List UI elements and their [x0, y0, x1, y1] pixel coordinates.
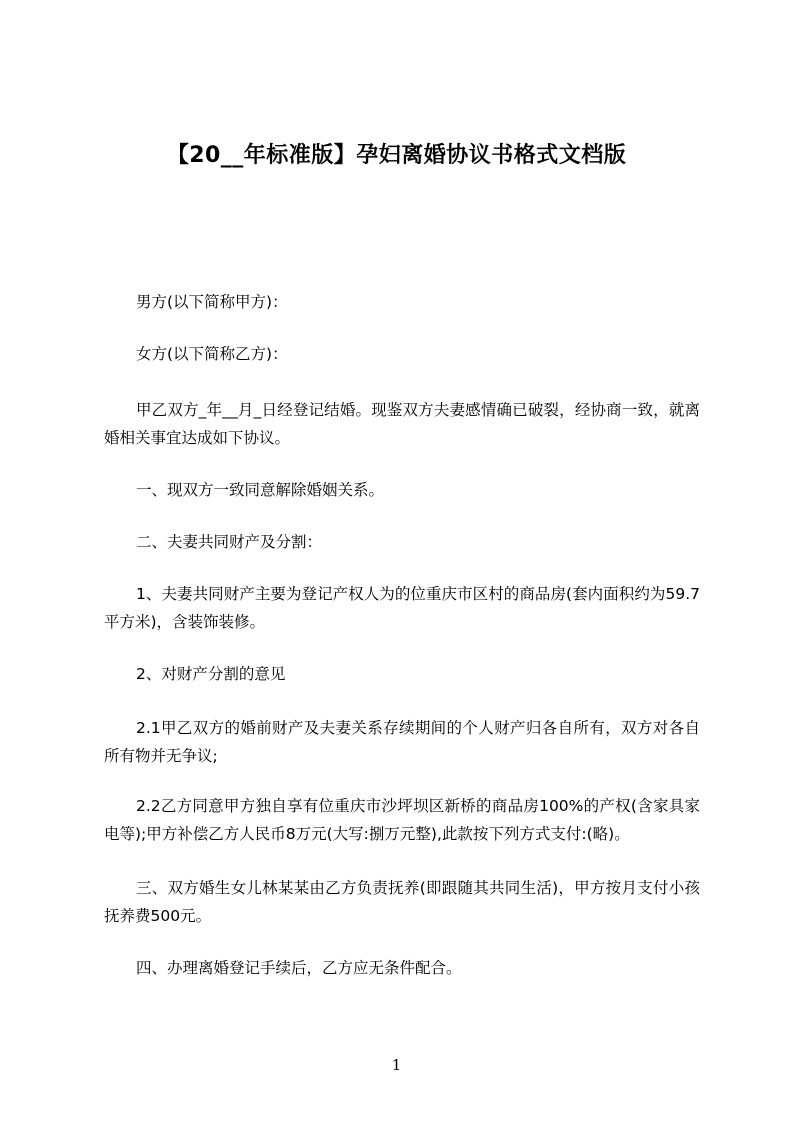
paragraph-clause-3: 三、双方婚生女儿林某某由乙方负责抚养(即跟随其共同生活)，甲方按月支付小孩抚养费500元。 [104, 879, 700, 925]
paragraph-husband: 男方(以下简称甲方)： [136, 293, 288, 311]
paragraph-property-2-1: 2.1甲乙双方的婚前财产及夫妻关系存续期间的个人财产归各自所有，双方对各自所有物并无争议; [104, 719, 700, 765]
paragraph-clause-2: 二、夫妻共同财产及分割： [136, 533, 323, 551]
paragraph-preamble: 甲乙双方_年__月_日经登记结婚。现鉴双方夫妻感情确已破裂，经协商一致，就离婚相关事宜达成如下协议。 [104, 401, 700, 447]
paragraph-property-2: 2、对财产分割的意见 [136, 665, 286, 683]
paragraph-wife: 女方(以下简称乙方)： [136, 345, 288, 363]
paragraph-property-2-2: 2.2乙方同意甲方独自享有位重庆市沙坪坝区新桥的商品房100%的产权(含家具家电等);甲方补偿乙方人民币8万元(大写:捌万元整),此款按下列方式支付:(略)。 [104, 797, 700, 843]
page-number: 1 [391, 1056, 402, 1074]
paragraph-clause-4: 四、办理离婚登记手续后，乙方应无条件配合。 [136, 959, 462, 977]
document-title: 【20__年标准版】孕妇离婚协议书格式文档版 [166, 143, 627, 168]
paragraph-property-1: 1、夫妻共同财产主要为登记产权人为的位重庆市区村的商品房(套内面积约为59.7平方米)，含装饰装修。 [104, 585, 700, 631]
paragraph-clause-1: 一、现双方一致同意解除婚姻关系。 [136, 481, 385, 499]
